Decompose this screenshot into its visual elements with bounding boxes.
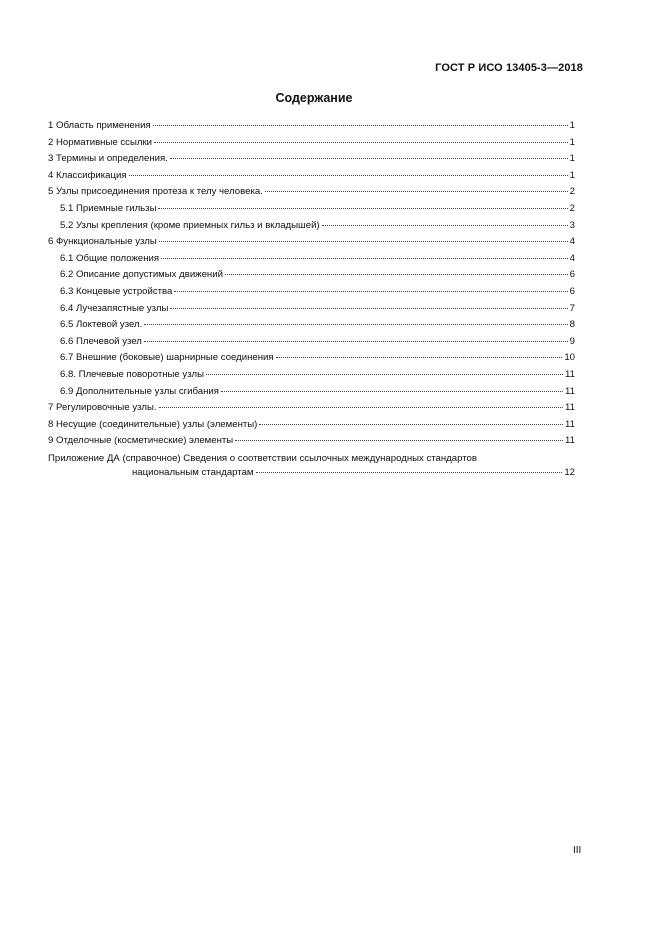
toc-entry-label: 6.2 Описание допустимых движений: [60, 269, 223, 281]
toc-entry-page: 2: [569, 202, 575, 214]
toc-entry-label: 2 Нормативные ссылки: [48, 136, 153, 148]
toc-entry[interactable]: [48, 336, 575, 353]
toc-leader-dots: [154, 142, 568, 143]
toc-entry-label: 6.7 Внешние (боковые) шарнирные соединения: [60, 352, 274, 364]
toc-entry[interactable]: [48, 120, 575, 137]
toc-leader-dots: [170, 308, 567, 309]
toc-entry-page: 10: [564, 352, 575, 364]
toc-leader-dots: [159, 407, 563, 408]
toc-entry-label: 4 Классификация: [48, 169, 127, 181]
toc-entry[interactable]: [48, 319, 575, 336]
toc-entry[interactable]: [48, 153, 575, 170]
toc-entry-label: 6 Функциональные узлы: [48, 236, 157, 248]
toc-entry[interactable]: [48, 369, 575, 386]
toc-leader-dots: [159, 241, 568, 242]
toc-entry-page: 1: [569, 169, 575, 181]
toc-entry-page: 11: [565, 402, 575, 414]
toc-entry-page: 1: [569, 153, 575, 165]
toc-entry-page: 7: [569, 302, 575, 314]
toc-entry-label: 5 Узлы присоединения протеза к телу человека.: [48, 186, 263, 198]
toc-entry-label: 6.4 Лучезапястные узлы: [60, 302, 169, 314]
appendix-title-line-2: национальным стандартам: [132, 466, 254, 478]
toc-entry[interactable]: [48, 220, 575, 237]
toc-entry[interactable]: [48, 386, 575, 403]
toc-entry-page: 3: [569, 219, 575, 231]
toc-entry[interactable]: [48, 352, 575, 369]
toc-leader-dots: [259, 424, 563, 425]
toc-entry-label: 5.1 Приемные гильзы: [60, 202, 157, 214]
toc-entry-label: 7 Регулировочные узлы.: [48, 402, 157, 414]
toc-leader-dots: [174, 291, 567, 292]
toc-entry-label: 6.5 Локтевой узел.: [60, 319, 143, 331]
toc-leader-dots: [225, 274, 568, 275]
toc-entry-page: 2: [569, 186, 575, 198]
toc-leader-dots: [235, 440, 563, 441]
toc-entry-label: 6.3 Концевые устройства: [60, 285, 173, 297]
document-header: ГОСТ Р ИСО 13405-3—2018: [435, 62, 583, 74]
toc-entry[interactable]: [48, 253, 575, 270]
toc-leader-dots: [129, 175, 568, 176]
toc-entry-label: 6.1 Общие положения: [60, 252, 160, 264]
appendix-title-line-1: Приложение ДА (справочное) Сведения о соответствии ссылочных международных стандартов: [48, 452, 477, 464]
toc-leader-dots: [256, 472, 563, 473]
toc-entry-page: 9: [569, 335, 575, 347]
toc-entry[interactable]: [48, 236, 575, 253]
appendix-title-line-2-row: [48, 467, 575, 481]
appendix-page: 12: [564, 466, 575, 478]
toc-leader-dots: [144, 324, 567, 325]
toc-entry-label: 6.6 Плечевой узел: [60, 335, 142, 347]
toc-entry-page: 6: [569, 285, 575, 297]
toc-leader-dots: [276, 357, 563, 358]
toc-leader-dots: [170, 158, 568, 159]
toc-entry-label: 1 Область применения: [48, 120, 151, 131]
toc-entry-page: 1: [569, 120, 575, 131]
toc-entry[interactable]: [48, 435, 575, 452]
toc-entry-page: 8: [569, 319, 575, 331]
toc-entry-page: 11: [565, 368, 575, 380]
toc-entry-label: 6.9 Дополнительные узлы сгибания: [60, 385, 219, 397]
toc-entry-page: 11: [565, 435, 575, 447]
toc-leader-dots: [221, 391, 563, 392]
toc-entry-page: 6: [569, 269, 575, 281]
table-of-contents: [48, 120, 575, 481]
toc-entry[interactable]: [48, 186, 575, 203]
toc-entry[interactable]: [48, 269, 575, 286]
toc-entry[interactable]: [48, 137, 575, 154]
toc-entry-page: 11: [565, 418, 575, 430]
page-number: III: [573, 845, 582, 856]
toc-entry[interactable]: [48, 203, 575, 220]
toc-entry-page: 1: [569, 136, 575, 148]
toc-entry-page: 4: [569, 236, 575, 248]
toc-entry-label: 3 Термины и определения.: [48, 153, 168, 165]
toc-appendix-entry[interactable]: [48, 453, 575, 481]
toc-leader-dots: [206, 374, 563, 375]
toc-leader-dots: [161, 258, 568, 259]
toc-leader-dots: [153, 125, 568, 126]
toc-entry-page: 4: [569, 252, 575, 264]
toc-entry-page: 11: [565, 385, 575, 397]
toc-entry[interactable]: [48, 170, 575, 187]
toc-entry[interactable]: [48, 419, 575, 436]
toc-entry[interactable]: [48, 402, 575, 419]
toc-leader-dots: [322, 225, 568, 226]
toc-entry[interactable]: [48, 303, 575, 320]
toc-entry-label: 6.8. Плечевые поворотные узлы: [60, 368, 204, 380]
toc-entry[interactable]: [48, 286, 575, 303]
toc-leader-dots: [158, 208, 567, 209]
toc-title: Содержание: [275, 91, 353, 105]
toc-entry-label: 8 Несущие (соединительные) узлы (элементы): [48, 418, 258, 430]
toc-leader-dots: [144, 341, 568, 342]
toc-leader-dots: [265, 191, 568, 192]
toc-entry-label: 5.2 Узлы крепления (кроме приемных гильз и вкладышей): [60, 219, 320, 231]
toc-entry-label: 9 Отделочные (косметические) элементы: [48, 435, 234, 447]
